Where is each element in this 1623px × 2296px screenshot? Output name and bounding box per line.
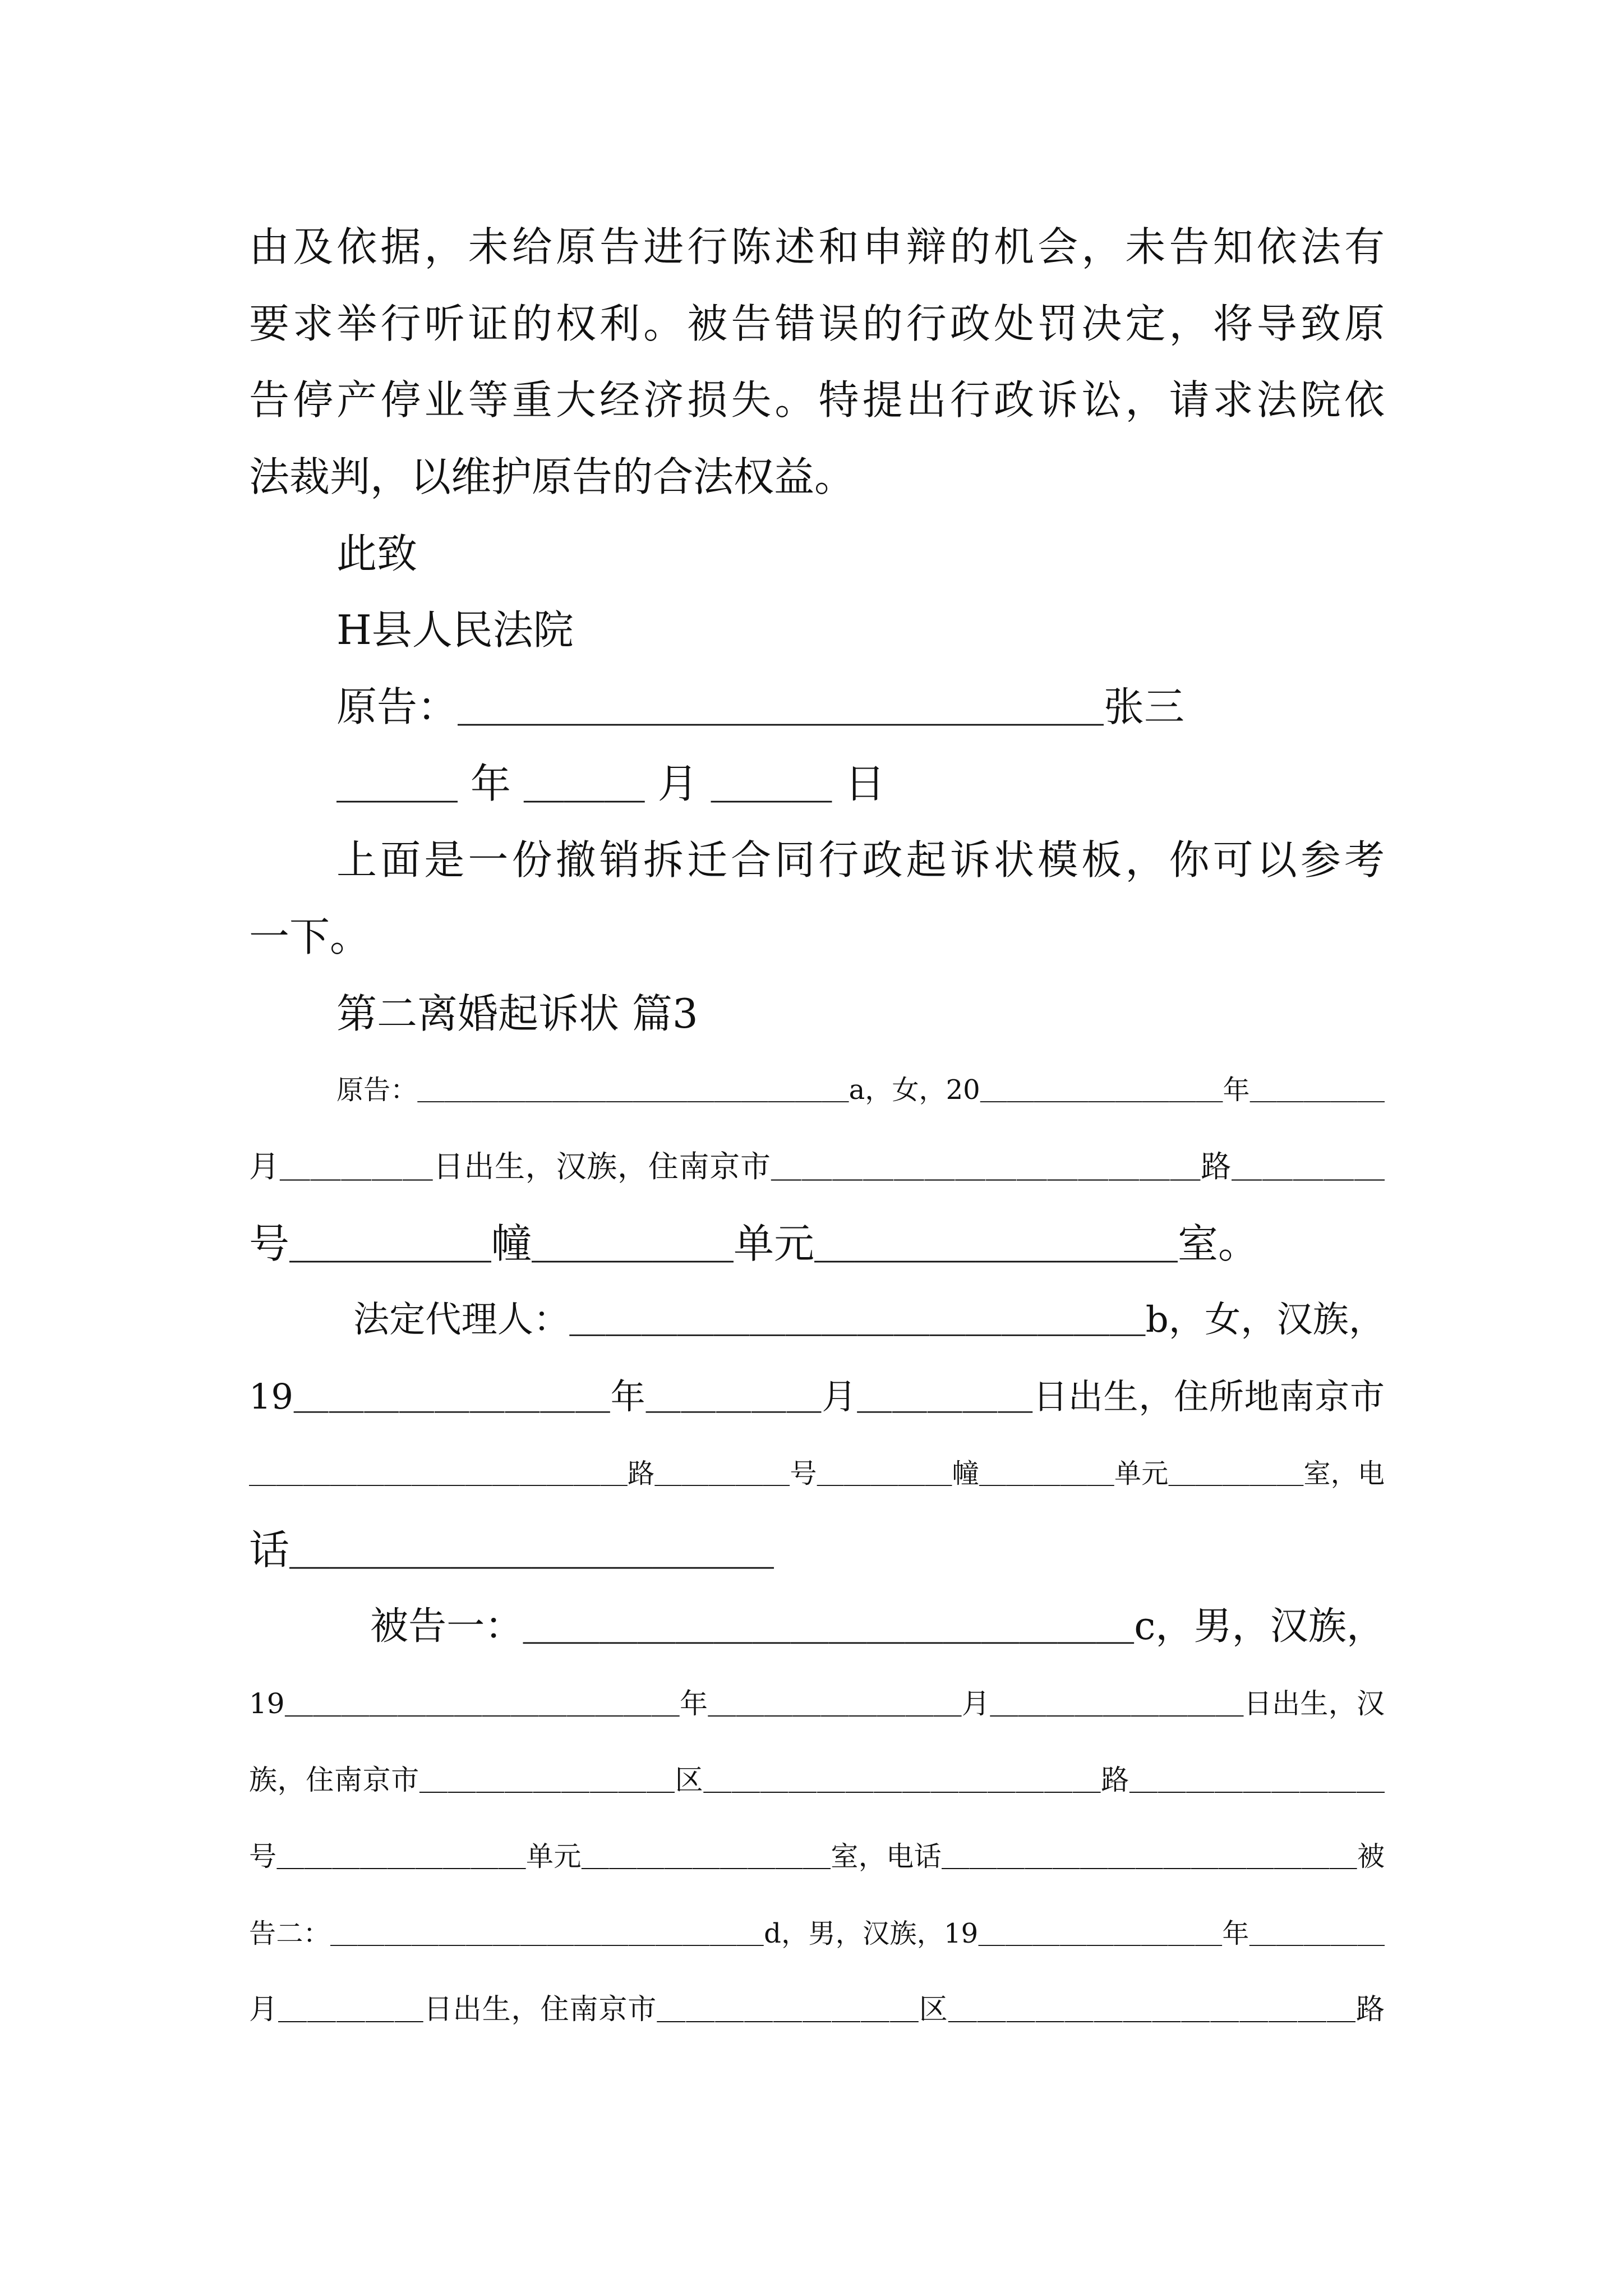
plaintiff-signature-line: 原告：＿＿＿＿＿＿＿＿＿＿＿＿＿＿＿＿张三: [336, 683, 1185, 730]
section-heading: 第二离婚起诉状 篇3: [336, 990, 698, 1037]
body-line: 告停产停业等重大经济损失。特提出行政诉讼，请求法院依: [249, 376, 1385, 424]
salutation-line: 此致: [336, 530, 418, 577]
body-line: 一下。: [249, 913, 371, 960]
form-line: 19＿＿＿＿＿＿＿＿＿＿＿＿＿＿年＿＿＿＿＿＿＿＿＿月＿＿＿＿＿＿＿＿＿日出生，汉: [249, 1687, 1385, 1720]
body-line: 法裁判，以维护原告的合法权益。: [249, 453, 855, 500]
form-line: 19＿＿＿＿＿＿＿＿＿年＿＿＿＿＿月＿＿＿＿＿日出生，住所地南京市: [249, 1376, 1385, 1417]
form-line: 告二：＿＿＿＿＿＿＿＿＿＿＿＿＿＿＿＿d，男，汉族，19＿＿＿＿＿＿＿＿＿年＿＿＿＿＿: [249, 1918, 1385, 1949]
form-line: 族，住南京市＿＿＿＿＿＿＿＿＿区＿＿＿＿＿＿＿＿＿＿＿＿＿＿路＿＿＿＿＿＿＿＿＿: [249, 1764, 1385, 1796]
form-line: 月＿＿＿＿＿日出生，汉族，住南京市＿＿＿＿＿＿＿＿＿＿＿＿＿＿路＿＿＿＿＿: [249, 1149, 1385, 1184]
form-line: 法定代理人：＿＿＿＿＿＿＿＿＿＿＿＿＿＿＿＿b，女，汉族，: [353, 1299, 1385, 1341]
body-line: 上面是一份撤销拆迁合同行政起诉状模板，你可以参考: [336, 836, 1385, 884]
date-line: ＿＿＿ 年 ＿＿＿ 月 ＿＿＿ 日: [336, 760, 886, 807]
body-line: 要求举行听证的权利。被告错误的行政处罚决定，将导致原: [249, 300, 1385, 347]
form-line: 月＿＿＿＿＿日出生，住南京市＿＿＿＿＿＿＿＿＿区＿＿＿＿＿＿＿＿＿＿＿＿＿＿路: [249, 1993, 1385, 2026]
form-line: 话＿＿＿＿＿＿＿＿＿＿＿＿: [249, 1526, 774, 1573]
form-line: 原告：＿＿＿＿＿＿＿＿＿＿＿＿＿＿＿＿a，女，20＿＿＿＿＿＿＿＿＿年＿＿＿＿＿: [336, 1074, 1385, 1106]
form-line: ＿＿＿＿＿＿＿＿＿＿＿＿＿＿路＿＿＿＿＿号＿＿＿＿＿幢＿＿＿＿＿单元＿＿＿＿＿室，电: [249, 1458, 1385, 1489]
form-line: 号＿＿＿＿＿幢＿＿＿＿＿单元＿＿＿＿＿＿＿＿＿室。: [249, 1220, 1259, 1267]
body-line: 由及依据，未给原告进行陈述和申辩的机会，未告知依法有: [249, 223, 1385, 270]
form-line: 号＿＿＿＿＿＿＿＿＿单元＿＿＿＿＿＿＿＿＿室，电话＿＿＿＿＿＿＿＿＿＿＿＿＿＿＿被: [249, 1841, 1385, 1872]
court-name: H县人民法院: [336, 606, 574, 654]
form-line: 被告一：＿＿＿＿＿＿＿＿＿＿＿＿＿＿＿＿c，男，汉族，: [370, 1604, 1385, 1649]
